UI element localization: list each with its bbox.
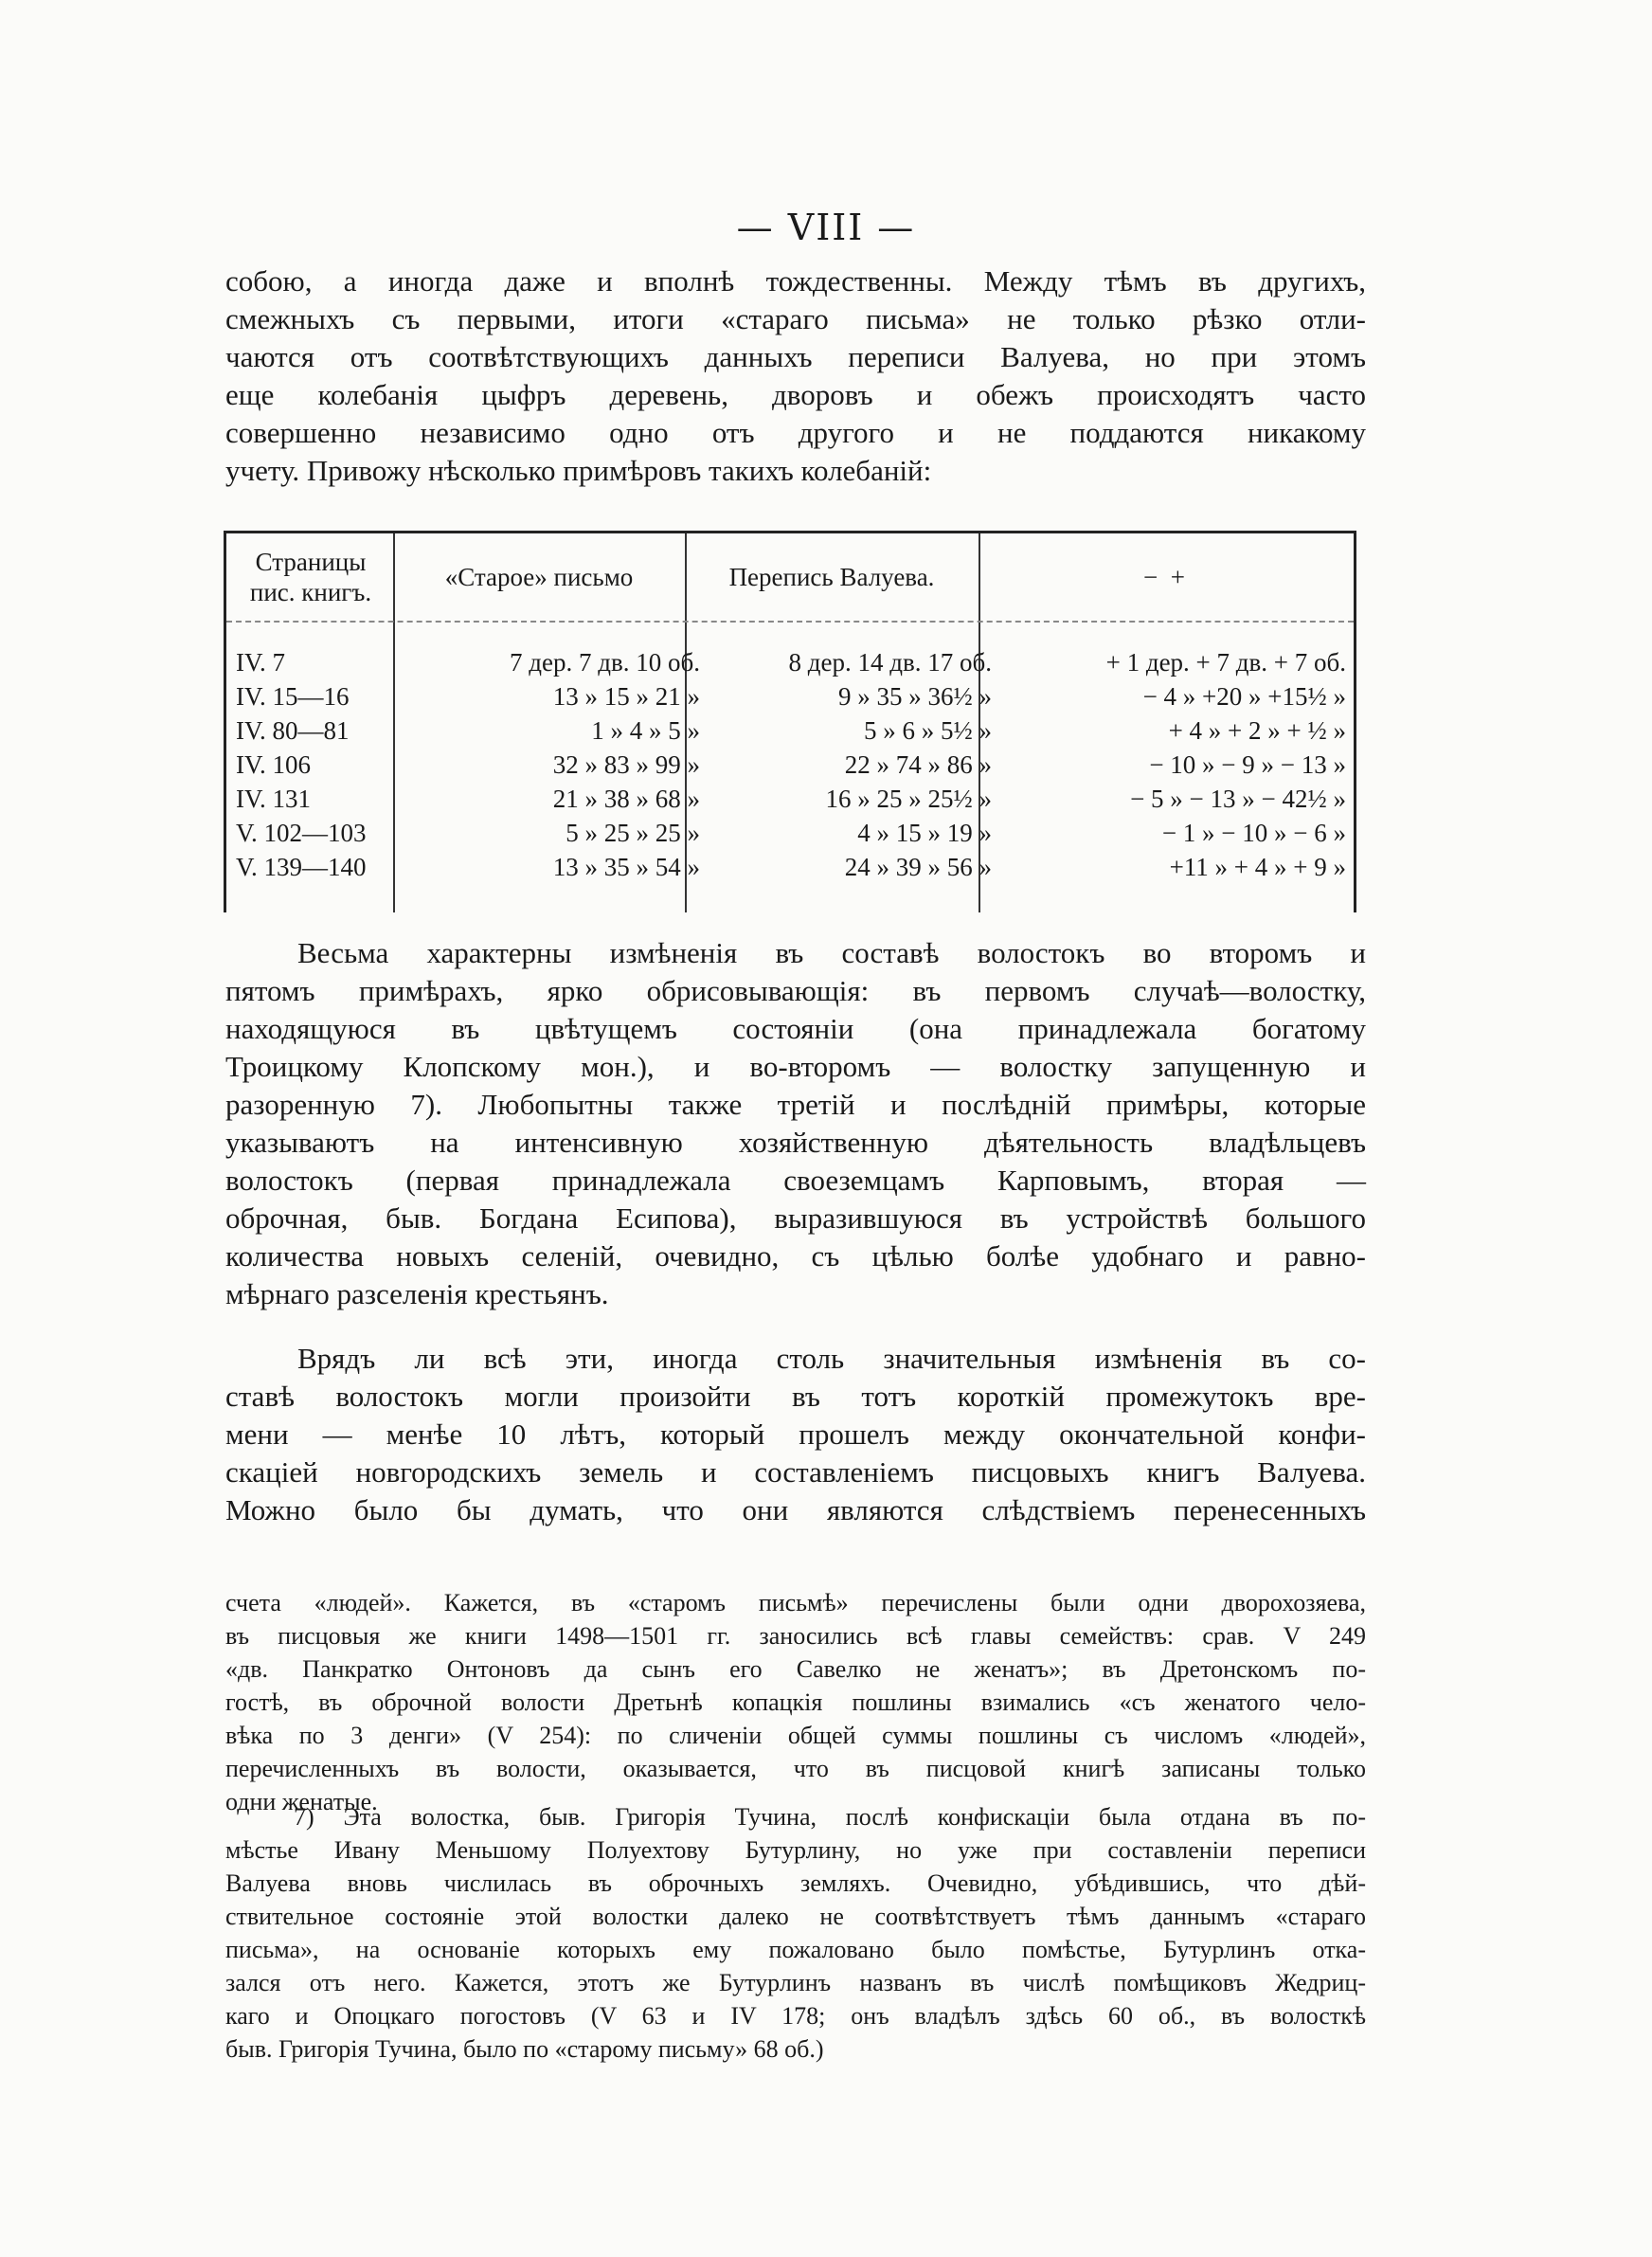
cell-valuev: 5 » 6 » 5½ » — [864, 716, 992, 745]
cell-valuev: 24 » 39 » 56 » — [844, 853, 992, 881]
footnote-line: мѣстье Ивану Меньшому Полуехтову Бутурлину, но уже при составленіи переписи — [225, 1836, 1366, 1864]
footnote-line: вѣка по 3 денги» (V 254): по сличеніи общей суммы пошлины съ числомъ «людей», — [225, 1722, 1366, 1749]
table-row — [226, 713, 1354, 748]
page-number: — VIII — — [736, 207, 916, 248]
cell-valuev: 9 » 35 » 36½ » — [838, 682, 992, 711]
header-valuev-census: Перепись Валуева. — [728, 563, 935, 591]
footnote-line: «дв. Панкратко Онтоновъ да сынъ его Савелко не женатъ»; въ Дретонскомъ по- — [225, 1655, 1366, 1683]
footnote-line: ствительное состояніе этой волостки далеко не соотвѣтствуетъ тѣмъ даннымъ «стараго — [225, 1903, 1366, 1930]
text-line: пятомъ примѣрахъ, ярко обрисовывающія: въ первомъ случаѣ—волостку, — [225, 974, 1366, 1007]
text-line: учету. Привожу нѣсколько примѣровъ такихъ колебаній: — [225, 454, 932, 487]
cell-old: 13 » 35 » 54 » — [552, 853, 700, 881]
comparison-table — [224, 531, 1356, 912]
text-line: мени — менѣе 10 лѣтъ, который прошелъ между окончательной конфи- — [225, 1417, 1366, 1451]
cell-pages: IV. 15—16 — [236, 682, 350, 711]
footnote-line: зался отъ него. Кажется, этотъ же Бутурлинъ названъ въ числѣ помѣщиковъ Жедриц- — [225, 1969, 1366, 1996]
cell-pages: IV. 106 — [236, 750, 312, 779]
cell-valuev: 22 » 74 » 86 » — [844, 750, 992, 779]
cell-old: 21 » 38 » 68 » — [552, 785, 700, 813]
footnote-line: гостѣ, въ оброчной волости Дретьнѣ копацкія пошлины взимались «съ женатого чело- — [225, 1688, 1366, 1716]
table-row — [226, 782, 1354, 816]
text-line: Троицкому Клопскому мон.), и во-второмъ — волостку запущенную и — [225, 1050, 1366, 1083]
footnote-line: каго и Опоцкаго погостовъ (V 63 и IV 178; онъ владѣлъ здѣсь 60 об., въ волосткѣ — [225, 2002, 1366, 2030]
table-row — [226, 748, 1354, 782]
text-line: чаются отъ соотвѣтствующихъ данныхъ переписи Валуева, но при этомъ — [225, 340, 1366, 373]
cell-diff: + 4 » + 2 » + ½ » — [1168, 716, 1346, 745]
footnote-line: Валуева вновь числилась въ оброчныхъ земляхъ. Очевидно, убѣдившись, что дѣй- — [225, 1869, 1366, 1897]
text-line: смежныхъ съ первыми, итоги «стараго письма» не только рѣзко отли- — [225, 302, 1366, 335]
cell-diff: − 10 » − 9 » − 13 » — [1149, 750, 1346, 779]
table-row — [226, 679, 1354, 713]
footnote-line: быв. Григорія Тучина, было по «старому письму» 68 об.) — [225, 2035, 824, 2063]
paragraph-2 — [225, 934, 1366, 1313]
header-rule — [226, 621, 1354, 623]
cell-old: 13 » 15 » 21 » — [552, 682, 700, 711]
footnote-line: одни женатые. — [225, 1788, 378, 1815]
text-line: Можно было бы думать, что они являются слѣдствіемъ перенесенныхъ — [225, 1493, 1366, 1526]
footnote-line: перечисленныхъ въ волости, оказывается, что въ писцовой книгѣ записаны только — [225, 1755, 1366, 1782]
footnote-line: въ писцовыя же книги 1498—1501 гг. заносились всѣ главы семействъ: срав. V 249 — [225, 1622, 1366, 1650]
table-row — [226, 850, 1354, 884]
footnote-line: письма», на основаніе которыхъ ему пожаловано было помѣстье, Бутурлинъ отка- — [225, 1936, 1366, 1963]
table-row — [226, 816, 1354, 850]
text-line: Врядъ ли всѣ эти, иногда столь значительныя измѣненія въ со- — [297, 1342, 1366, 1375]
text-line: разоренную 7). Любопытны также третій и послѣдній примѣры, которые — [225, 1088, 1366, 1121]
cell-old: 32 » 83 » 99 » — [552, 750, 700, 779]
cell-diff: +11 » + 4 » + 9 » — [1169, 853, 1346, 881]
cell-old: 5 » 25 » 25 » — [566, 819, 700, 847]
text-line: скаціей новгородскихъ земель и составленіемъ писцовыхъ книгъ Валуева. — [225, 1455, 1366, 1489]
cell-old: 7 дер. 7 дв. 10 об. — [510, 648, 700, 677]
text-line: совершенно независимо одно отъ другого и не поддаются никакому — [225, 416, 1366, 449]
text-line: волостокъ (первая принадлежала своеземцамъ Карповымъ, вторая — — [225, 1164, 1366, 1197]
cell-pages: V. 139—140 — [236, 853, 367, 881]
cell-pages: IV. 80—81 — [236, 716, 350, 745]
header-pages: Страницы пис. книгъ. — [249, 548, 372, 606]
footnote-continuation — [225, 1586, 1366, 1818]
footnote-line: счета «людей». Кажется, въ «старомъ письмѣ» перечислены были одни дворохозяева, — [225, 1589, 1366, 1616]
cell-pages: IV. 131 — [236, 785, 312, 813]
text-line: собою, а иногда даже и вполнѣ тождественны. Между тѣмъ въ другихъ, — [225, 264, 1366, 298]
header-old-letter: «Старое» письмо — [444, 563, 634, 591]
text-line: оброчная, быв. Богдана Есипова), выразившуюся въ устройствѣ большого — [225, 1201, 1366, 1235]
intro-paragraph — [225, 262, 1366, 490]
cell-pages: IV. 7 — [236, 648, 286, 677]
text-line: количества новыхъ селеній, очевидно, съ цѣлью болѣе удобнаго и равно- — [225, 1239, 1366, 1273]
cell-diff: − 5 » − 13 » − 42½ » — [1130, 785, 1346, 813]
footnote-7 — [225, 1800, 1366, 2066]
text-line: еще колебанія цыфръ деревень, дворовъ и обежъ происходятъ часто — [225, 378, 1366, 411]
footnote-line: 7) Эта волостка, быв. Григорія Тучина, послѣ конфискаціи была отдана въ по- — [294, 1803, 1366, 1831]
cell-pages: V. 102—103 — [236, 819, 367, 847]
cell-valuev: 4 » 15 » 19 » — [857, 819, 992, 847]
cell-diff: − 4 » +20 » +15½ » — [1142, 682, 1346, 711]
table-row — [226, 645, 1354, 679]
cell-valuev: 8 дер. 14 дв. 17 об. — [788, 648, 992, 677]
cell-valuev: 16 » 25 » 25½ » — [825, 785, 992, 813]
text-line: ставѣ волостокъ могли произойти въ тотъ короткій промежутокъ вре- — [225, 1380, 1366, 1413]
header-difference: − + — [1143, 563, 1185, 591]
cell-diff: − 1 » − 10 » − 6 » — [1161, 819, 1346, 847]
cell-diff: + 1 дер. + 7 дв. + 7 об. — [1105, 648, 1346, 677]
text-line: указываютъ на интенсивную хозяйственную дѣятельность владѣльцевъ — [225, 1126, 1366, 1159]
paragraph-3 — [225, 1340, 1366, 1529]
cell-old: 1 » 4 » 5 » — [591, 716, 700, 745]
text-line: мѣрнаго разселенія крестьянъ. — [225, 1277, 609, 1310]
text-line: Весьма характерны измѣненія въ составѣ волостокъ во второмъ и — [297, 936, 1366, 969]
text-line: находящуюся въ цвѣтущемъ состояніи (она принадлежала богатому — [225, 1012, 1366, 1045]
